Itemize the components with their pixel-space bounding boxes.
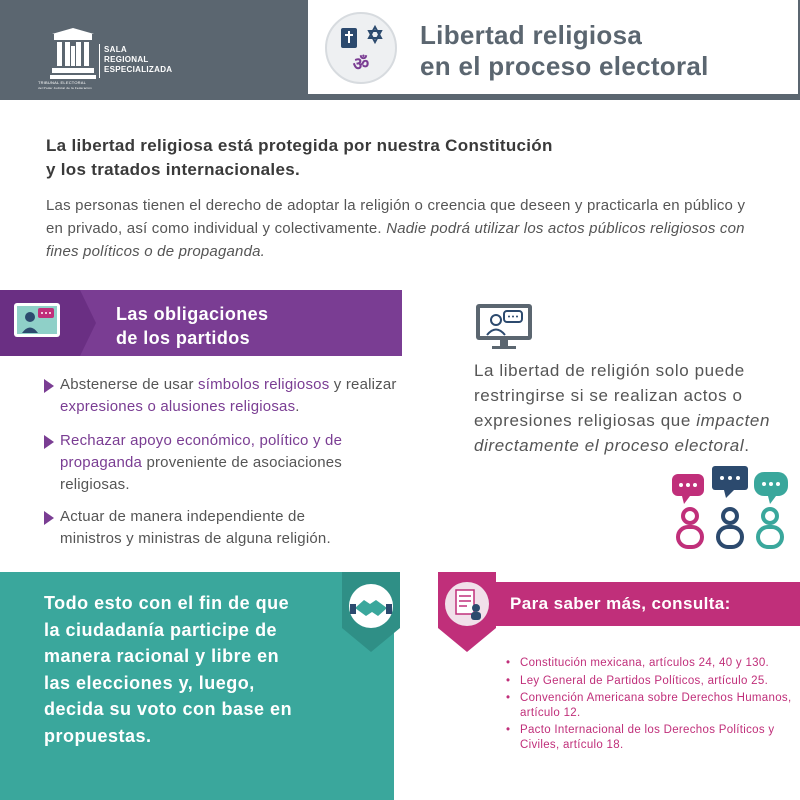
logo-caption: TRIBUNAL ELECTORAL (38, 80, 87, 85)
svg-text:ॐ: ॐ (352, 54, 370, 75)
reference-item: • Pacto Internacional de los Derechos Políticos y Civiles, artículo 18. (506, 723, 796, 752)
page-title: Libertad religiosa en el proceso electoral (420, 20, 709, 81)
header-bottom-strip (0, 94, 800, 100)
intro-heading: La libertad religiosa está protegida por nuestra Constitución y los tratados internacionales. (46, 136, 553, 179)
intro-body: Las personas tienen el derecho de adoptar la religión o creencia que deseen y practicarla en público y en privado, así como individual y colectivamente. Nadie podrá utilizar los actos públicos religiosos con fines políticos o de propaganda. (46, 197, 746, 260)
courthouse-logo-icon (50, 28, 96, 82)
reference-item: • Convención Americana sobre Derechos Humanos, artículo 12. (506, 691, 796, 720)
logo-caption-sub: del Poder Judicial de la Federación (38, 86, 92, 90)
obligations-tab (0, 290, 100, 356)
restriction-italic: impacten directamente el proceso electoral (474, 411, 770, 455)
references-list (506, 656, 796, 755)
monitor-chat-icon (474, 302, 534, 352)
reference-item: • Ley General de Partidos Políticos, artículo 25. (506, 674, 796, 689)
obligation-item: Rechazar apoyo económico, político y de propaganda proveniente de asociaciones religiosas. (44, 430, 384, 496)
purpose-text: Todo esto con el fin de que la ciudadanía participe de manera racional y libre en las elecciones y, luego, decida su voto con base en propuestas. (44, 593, 293, 746)
triangle-bullet-icon (44, 379, 54, 393)
sala-regional-label: SALA REGIONAL ESPECIALIZADA (104, 45, 173, 74)
religious-symbols-icon (325, 12, 397, 84)
obligation-item: Actuar de manera independiente de ministros y ministras de alguna religión. (44, 506, 370, 550)
logo-separator (99, 44, 100, 78)
handshake-icon (340, 572, 402, 652)
more-info-title: Para saber más, consulta: (510, 594, 731, 613)
reference-item: • Constitución mexicana, artículos 24, 40 y 130. (506, 656, 796, 671)
triangle-bullet-icon (44, 435, 54, 449)
intro-italic: Nadie podrá utilizar los actos públicos religiosos con fines políticos o de propaganda. (46, 220, 745, 260)
people-chat-icon (668, 464, 792, 550)
restriction-text: La libertad de religión solo puede restringirse si se realizan actos o expresiones religiosas que impacten directamente el proceso electoral. (474, 361, 770, 455)
document-reader-icon (436, 572, 498, 652)
triangle-bullet-icon (44, 511, 54, 525)
obligation-item: Abstenerse de usar símbolos religiosos y realizar expresiones o alusiones religiosas. (44, 374, 416, 418)
obligations-title: Las obligaciones de los partidos (116, 304, 269, 348)
